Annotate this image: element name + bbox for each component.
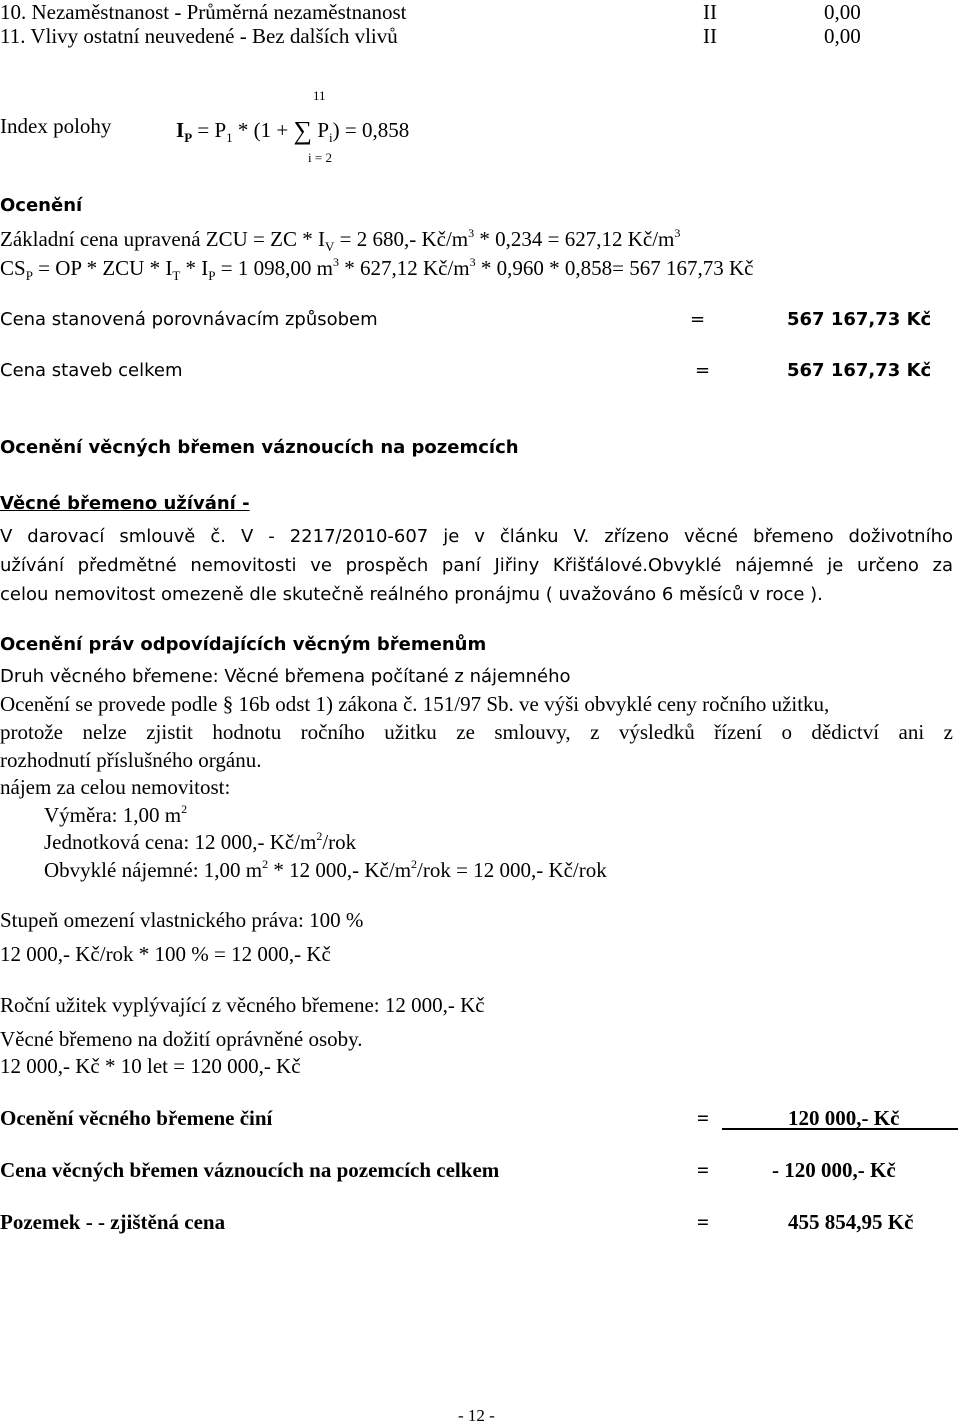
total-eq-pozemek: = [697,1210,709,1234]
top-row-2-label: 11. Vlivy ostatní neuvedené - Bez dalších vlivů [0,24,398,48]
summary-eq-porovnavaci: = [690,309,706,330]
oceneni-podle-line: Ocenění se provede podle § 16b odst 1) zákona č. 151/97 Sb. ve výši obvyklé ceny ročního užitku, [0,692,830,716]
summation-icon: ∑ [293,116,313,145]
page-number: - 12 - [458,1406,495,1425]
bremena-heading: Ocenění věcných břemen váznoucích na pozemcích [0,437,519,458]
summary-label-staveb: Cena staveb celkem [0,360,183,381]
top-row-1-class: II [703,0,717,24]
top-row-2-value: 0,00 [824,24,861,48]
prava-heading: Ocenění práv odpovídajících věcným břemenům [0,634,487,655]
sum-upper-limit: 11 [313,88,326,103]
obvykle-najemne-line: Obvyklé nájemné: 1,00 $m^2 * 12$ 000,- $Kč/m^2$/rok = 12 000,- Kč/rok [44,857,607,882]
rocni-uzitek: Roční užitek vyplývající z věcného břemene: 12 000,- Kč [0,993,485,1017]
summary-label-porovnavaci: Cena stanovená porovnávacím způsobem [0,309,378,330]
summary-value-staveb: 567 167,73 Kč [787,360,932,381]
bremeno-uzivani-heading: Věcné břemeno užívání - [0,493,250,514]
bremena-para-line-1: V darovací smlouvě č. V - 2217/2010-607 je v článku V. zřízeno věcné břemeno doživotního [0,526,953,547]
top-row-2-class: II [703,24,717,48]
doziti-line: Věcné břemeno na dožití oprávněné osoby. [0,1027,363,1051]
sum-lower-limit: i = 2 [308,150,332,165]
top-row-1-value: 0,00 [824,0,861,24]
rozhodnuti-line: rozhodnutí příslušného orgánu. [0,748,262,772]
paragraph-sign-icon: § [222,692,234,716]
summary-value-porovnavaci: 567 167,73 Kč [787,309,932,330]
total-value-pozemek: 455 854,95 Kč [788,1210,914,1234]
protoze-line: protože nelze zjistit hodnotu ročního užitku ze smlouvy, z výsledků řízení o dědictví ani z [0,720,953,744]
stupen-calc: 12 000,- Kč/rok * 100 % = 12 000,- Kč [0,942,331,966]
total-value-bremene: 120 000,- Kč [788,1106,900,1130]
index-polohy-label: Index polohy [0,114,112,138]
doziti-calc: 12 000,- Kč * 10 let = 120 000,- Kč [0,1054,301,1078]
najem-label: nájem za celou nemovitost: [0,775,231,799]
stupen-omezeni: Stupeň omezení vlastnického práva: 100 % [0,908,364,932]
total-eq-bremene: = [697,1106,709,1130]
total-label-pozemek: Pozemek - - zjištěná cena [0,1210,226,1234]
zcu-line: Základní cena upravená ZCU = ZC * $I_V = 2$ 680,- $Kč/m^3 * 0,234 = 627,12$ $Kč/m^3$ [0,226,681,254]
summary-eq-staveb: = [695,360,711,381]
total-value-bremen-celkem: - 120 000,- Kč [772,1158,896,1182]
total-label-bremene: Ocenění věcného břemene činí [0,1106,273,1130]
bremena-para-line-2: užívání předmětné nemovitosti ve prospěch paní Jiřiny Křišťálové.Obvyklé nájemné je určeno za [0,555,953,576]
total-eq-bremen-celkem: = [697,1158,709,1182]
total-underline [722,1128,958,1130]
vymera-line: Výměra: 1,00 $m^2$ [44,802,188,827]
druh-bremene: Druh věcného břemene: Věcné břemena počítané z nájemného [0,666,571,687]
jednotkova-cena-line: Jednotková cena: 12 000,- $Kč/m^2$/rok [44,829,357,854]
index-polohy-formula: $I_P = P_1 * (1$ + ∑ $P_i) = 0,858$ [176,116,410,145]
bremena-para-line-3: celou nemovitost omezeně dle skutečně reálného pronájmu ( uvažováno 6 měsíců v roce ). [0,584,823,605]
csp-line: $CS_P$ = OP * ZCU * $I_T * I_P = 1$ 098,00 $m^3 * 627,12$ $Kč/m^3 * 0,960 * 0,858= 567$ 167,73 Kč [0,255,754,283]
top-row-1-label: 10. Nezaměstnanost - Průměrná nezaměstnanost [0,0,407,24]
oceneni-heading: Ocenění [0,195,83,216]
total-label-bremen-celkem: Cena věcných břemen váznoucích na pozemcích celkem [0,1158,500,1182]
